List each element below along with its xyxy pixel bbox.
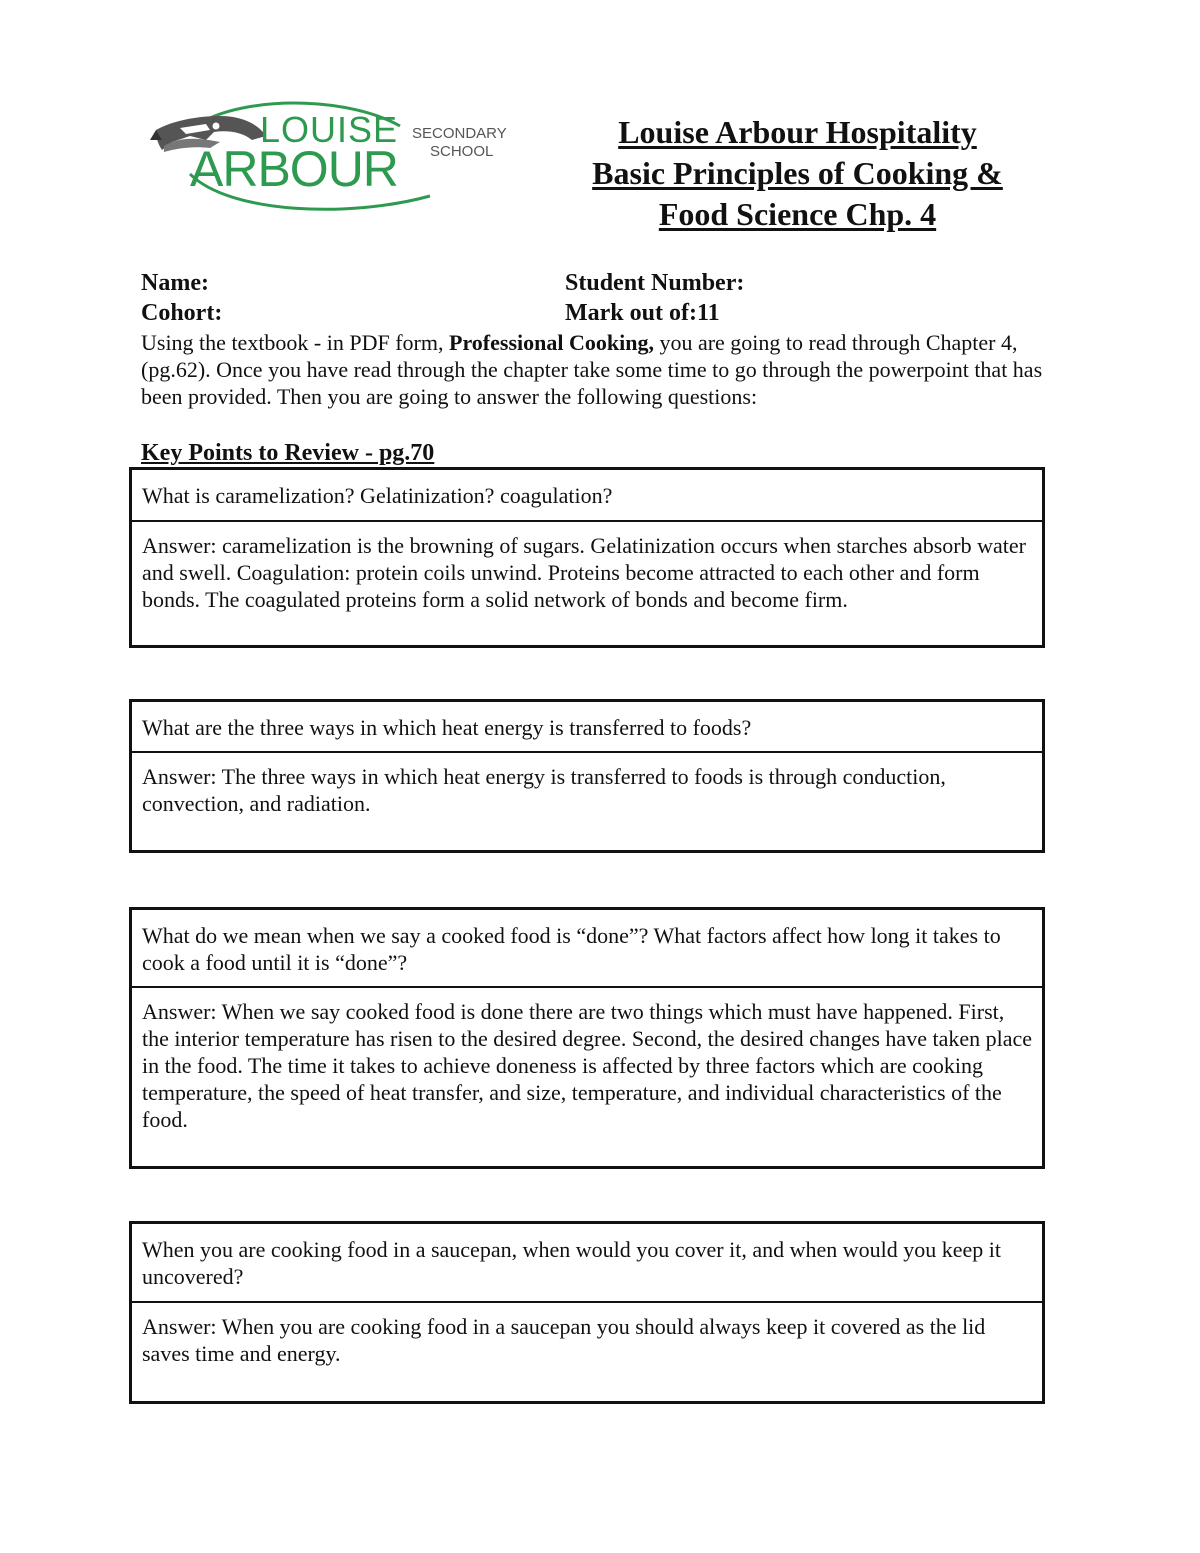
logo-secondary: SECONDARY [412,125,507,142]
question-3: What do we mean when we say a cooked food is “done”? What factors affect how long it takes to cook a food until it is “done”? [132,910,1042,988]
instructions-paragraph [141,329,1071,410]
qa-box-1 [129,467,1045,648]
intro-text-before: Using the textbook - in PDF form, [141,330,449,355]
answer-4[interactable]: Answer: When you are cooking food in a saucepan you should always keep it covered as the lid saves time and energy. [142,1314,986,1366]
answer-1[interactable]: Answer: caramelization is the browning of sugars. Gelatinization occurs when starches absorb water and swell. Coagulation: protein coils unwind. Proteins become attracted to each other and form bonds. The coagulated proteins form a solid network of bonds and become firm. [142,533,1026,612]
name-label: Name: [141,270,209,296]
student-number-label: Student Number: [565,270,745,296]
textbook-title: Professional Cooking, [449,330,654,355]
title-line-2: Basic Principles of Cooking & [592,155,1003,191]
mark-out-of-label: Mark out of:11 [565,300,720,326]
logo-line2: ARBOUR [190,141,398,197]
intro-text-after: you are going to read through Chapter 4, (pg.62). Once you have read through the chapter take some time to go through the powerpoint that has been provided. Then you are going to answer the following questions: [141,330,1043,409]
school-logo [150,96,530,216]
section-heading: Key Points to Review - pg.70 [141,440,435,466]
answer-2[interactable]: Answer: The three ways in which heat energy is transferred to foods is through conduction, convection, and radiation. [142,764,946,816]
logo-school: SCHOOL [430,143,494,160]
question-2: What are the three ways in which heat energy is transferred to foods? [132,702,1042,753]
question-1: What is caramelization? Gelatinization? coagulation? [132,470,1042,522]
question-4: When you are cooking food in a saucepan, when would you cover it, and when would you keep it uncovered? [132,1224,1042,1303]
answer-3[interactable]: Answer: When we say cooked food is done there are two things which must have happened. First, the interior temperature has risen to the desired degree. Second, the desired changes have taken place in the food. The time it takes to achieve doneness is affected by three factors which are cooking temperature, the speed of heat transfer, and size, temperature, and individual characteristics of the food. [142,999,1033,1132]
page-title [560,112,1035,235]
qa-box-3 [129,907,1045,1169]
title-line-1: Louise Arbour Hospitality [618,114,977,150]
cohort-label: Cohort: [141,300,223,326]
logo-line1: LOUISE [260,109,399,150]
qa-box-4 [129,1221,1045,1404]
qa-box-2 [129,699,1045,853]
title-line-3: Food Science Chp. 4 [658,196,937,232]
